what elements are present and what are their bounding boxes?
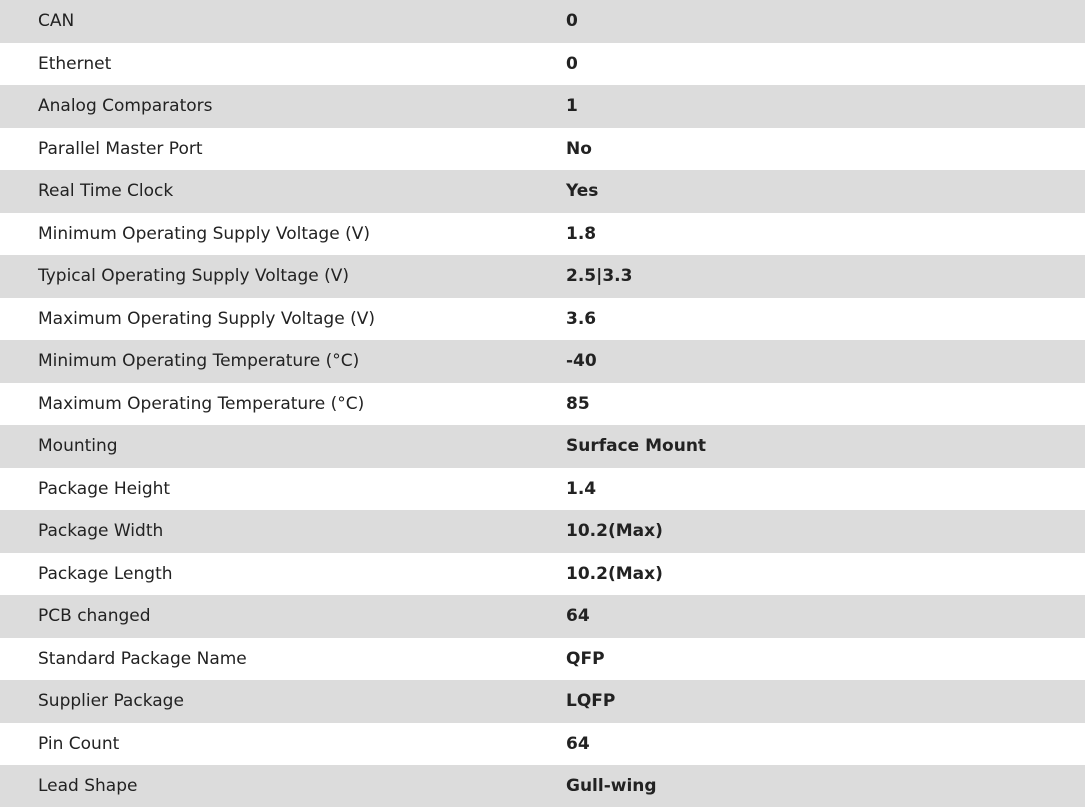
spec-label: Mounting — [38, 436, 118, 457]
spec-row-ethernet — [0, 43, 1085, 86]
spec-row-package-width — [0, 510, 1085, 553]
spec-row-real-time-clock — [0, 170, 1085, 213]
spec-value: 10.2(Max) — [566, 521, 663, 542]
spec-label: Package Height — [38, 478, 171, 499]
spec-row-standard-package-name — [0, 638, 1085, 681]
spec-value: Gull-wing — [566, 776, 657, 797]
spec-label: Typical Operating Supply Voltage (V) — [38, 266, 349, 287]
spec-value: 85 — [566, 393, 590, 414]
spec-value: 0 — [566, 53, 578, 74]
spec-value: No — [566, 138, 592, 159]
spec-row-can — [0, 0, 1085, 43]
spec-label: Ethernet — [38, 53, 112, 74]
spec-label: Pin Count — [38, 733, 120, 754]
spec-label: Real Time Clock — [38, 181, 174, 202]
spec-value: 3.6 — [566, 308, 597, 329]
spec-value: 1.8 — [566, 223, 597, 244]
spec-value: 10.2(Max) — [566, 563, 663, 584]
spec-value: QFP — [566, 648, 605, 669]
spec-label: Package Width — [38, 521, 164, 542]
spec-label: Parallel Master Port — [38, 138, 203, 159]
spec-label: PCB changed — [38, 606, 151, 627]
spec-value: -40 — [566, 351, 597, 372]
spec-label: Standard Package Name — [38, 648, 247, 669]
spec-row-package-height — [0, 468, 1085, 511]
spec-value: 0 — [566, 11, 578, 32]
spec-value: 64 — [566, 733, 590, 754]
spec-label: Minimum Operating Temperature (°C) — [38, 351, 360, 372]
spec-label: Package Length — [38, 563, 173, 584]
spec-row-parallel-master-port — [0, 128, 1085, 171]
spec-row-min-temperature — [0, 340, 1085, 383]
spec-row-pin-count — [0, 723, 1085, 766]
spec-row-min-supply-voltage — [0, 213, 1085, 256]
spec-label: Supplier Package — [38, 691, 184, 712]
spec-row-max-supply-voltage — [0, 298, 1085, 341]
spec-value: Yes — [566, 181, 599, 202]
spec-value: 1.4 — [566, 478, 597, 499]
spec-row-typ-supply-voltage — [0, 255, 1085, 298]
spec-label: Lead Shape — [38, 776, 138, 797]
spec-label: Analog Comparators — [38, 96, 213, 117]
spec-value: Surface Mount — [566, 436, 707, 457]
spec-row-mounting — [0, 425, 1085, 468]
spec-row-pcb-changed — [0, 595, 1085, 638]
spec-row-max-temperature — [0, 383, 1085, 426]
spec-label: CAN — [38, 11, 75, 32]
spec-value: LQFP — [566, 691, 616, 712]
spec-value: 1 — [566, 96, 578, 117]
spec-row-analog-comparators — [0, 85, 1085, 128]
spec-label: Minimum Operating Supply Voltage (V) — [38, 223, 370, 244]
spec-label: Maximum Operating Supply Voltage (V) — [38, 308, 375, 329]
spec-row-package-length — [0, 553, 1085, 596]
spec-value: 2.5|3.3 — [566, 266, 633, 287]
spec-value: 64 — [566, 606, 590, 627]
spec-label: Maximum Operating Temperature (°C) — [38, 393, 365, 414]
spec-row-supplier-package — [0, 680, 1085, 723]
spec-row-lead-shape — [0, 765, 1085, 807]
